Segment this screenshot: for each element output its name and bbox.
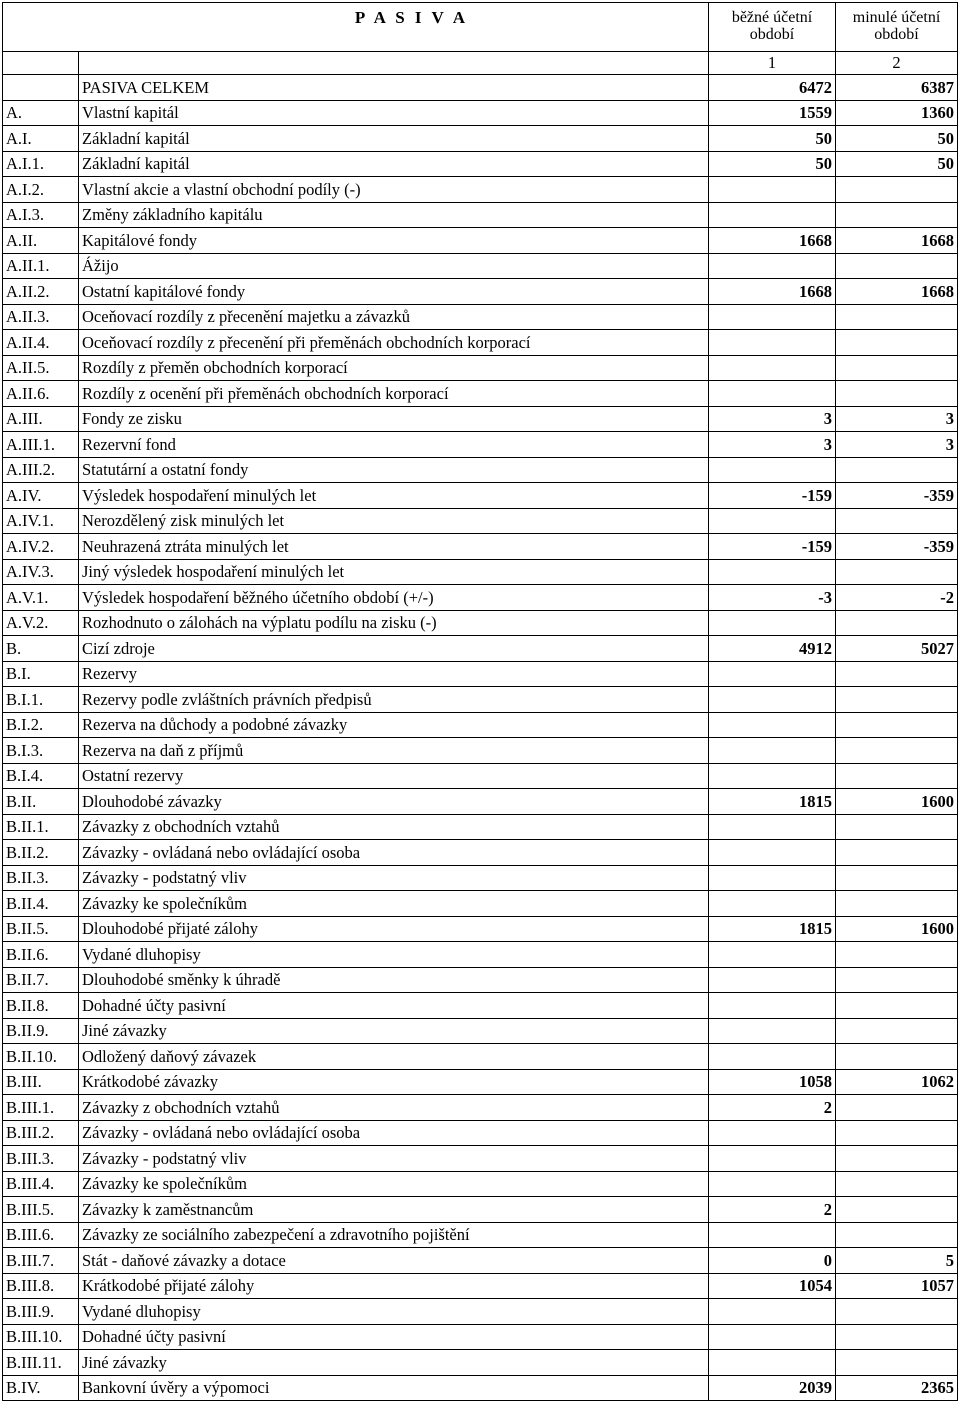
row-name: Jiné závazky <box>79 1350 709 1376</box>
row-code: B.III.8. <box>3 1273 79 1299</box>
table-row <box>3 534 958 560</box>
table-row <box>3 891 958 917</box>
row-previous-value <box>836 304 958 330</box>
row-previous-value: 1062 <box>836 1069 958 1095</box>
row-code: A.I.2. <box>3 177 79 203</box>
row-current-value: -159 <box>709 534 836 560</box>
row-code: A.II.6. <box>3 381 79 407</box>
row-previous-value: 1668 <box>836 279 958 305</box>
table-row <box>3 738 958 764</box>
row-previous-value <box>836 1095 958 1121</box>
row-current-value <box>709 1120 836 1146</box>
row-name: Změny základního kapitálu <box>79 202 709 228</box>
row-name: Výsledek hospodaření běžného účetního období (+/-) <box>79 585 709 611</box>
row-name: Bankovní úvěry a výpomoci <box>79 1375 709 1401</box>
table-row <box>3 814 958 840</box>
table-row <box>3 1044 958 1070</box>
row-current-value: 1668 <box>709 228 836 254</box>
row-current-value <box>709 381 836 407</box>
row-current-value <box>709 1171 836 1197</box>
table-row <box>3 1069 958 1095</box>
row-code: A.II. <box>3 228 79 254</box>
row-current-value <box>709 559 836 585</box>
table-row <box>3 559 958 585</box>
row-current-value <box>709 942 836 968</box>
row-code: A.II.1. <box>3 253 79 279</box>
table-row <box>3 967 958 993</box>
row-current-value: 1815 <box>709 789 836 815</box>
table-row <box>3 355 958 381</box>
row-name: Základní kapitál <box>79 151 709 177</box>
row-previous-value <box>836 967 958 993</box>
row-previous-value <box>836 814 958 840</box>
row-name: Cizí zdroje <box>79 636 709 662</box>
row-name: Závazky k zaměstnancům <box>79 1197 709 1223</box>
row-name: Odložený daňový závazek <box>79 1044 709 1070</box>
table-row <box>3 330 958 356</box>
row-current-value <box>709 355 836 381</box>
row-name: PASIVA CELKEM <box>79 75 709 101</box>
row-current-value: -159 <box>709 483 836 509</box>
row-name: Krátkodobé závazky <box>79 1069 709 1095</box>
row-current-value: 0 <box>709 1248 836 1274</box>
row-previous-value: -2 <box>836 585 958 611</box>
row-previous-value <box>836 891 958 917</box>
row-previous-value <box>836 840 958 866</box>
row-current-value: 6472 <box>709 75 836 101</box>
row-code: B.II.10. <box>3 1044 79 1070</box>
empty-cell <box>79 52 709 75</box>
row-name: Vlastní kapitál <box>79 100 709 126</box>
row-previous-value <box>836 355 958 381</box>
row-code: A.IV.1. <box>3 508 79 534</box>
row-code: A.II.2. <box>3 279 79 305</box>
column-number-previous: 2 <box>836 52 958 75</box>
row-name: Závazky - podstatný vliv <box>79 865 709 891</box>
row-current-value <box>709 1044 836 1070</box>
row-code: B.II.2. <box>3 840 79 866</box>
row-current-value <box>709 1146 836 1172</box>
table-row <box>3 1222 958 1248</box>
row-code: B.III.5. <box>3 1197 79 1223</box>
row-previous-value <box>836 253 958 279</box>
table-title: P A S I V A <box>3 3 709 52</box>
table-header-row <box>3 3 958 52</box>
row-name: Rezervní fond <box>79 432 709 458</box>
row-current-value: 50 <box>709 151 836 177</box>
table-row <box>3 712 958 738</box>
row-name: Závazky ke společníkům <box>79 891 709 917</box>
row-previous-value: 1360 <box>836 100 958 126</box>
row-current-value <box>709 330 836 356</box>
table-row <box>3 1095 958 1121</box>
row-name: Ostatní rezervy <box>79 763 709 789</box>
row-code: B.III.9. <box>3 1299 79 1325</box>
row-code: A.II.3. <box>3 304 79 330</box>
row-current-value <box>709 967 836 993</box>
row-current-value: 3 <box>709 406 836 432</box>
row-current-value: 1058 <box>709 1069 836 1095</box>
row-name: Závazky - podstatný vliv <box>79 1146 709 1172</box>
row-code: B.III.4. <box>3 1171 79 1197</box>
row-name: Nerozdělený zisk minulých let <box>79 508 709 534</box>
row-code: A.IV.3. <box>3 559 79 585</box>
row-current-value <box>709 610 836 636</box>
row-name: Závazky z obchodních vztahů <box>79 1095 709 1121</box>
row-code: B.I.2. <box>3 712 79 738</box>
table-row <box>3 432 958 458</box>
row-previous-value <box>836 865 958 891</box>
table-row <box>3 1171 958 1197</box>
row-code: A.III.2. <box>3 457 79 483</box>
row-code: A.V.1. <box>3 585 79 611</box>
row-code: A.II.4. <box>3 330 79 356</box>
table-row <box>3 126 958 152</box>
row-name: Rezervy <box>79 661 709 687</box>
table-row <box>3 1375 958 1401</box>
row-code: A.I.3. <box>3 202 79 228</box>
row-previous-value <box>836 738 958 764</box>
row-code: B.I.3. <box>3 738 79 764</box>
row-previous-value <box>836 1044 958 1070</box>
row-current-value <box>709 763 836 789</box>
row-previous-value <box>836 1350 958 1376</box>
table-row <box>3 75 958 101</box>
column-number-row <box>3 52 958 75</box>
row-name: Fondy ze zisku <box>79 406 709 432</box>
liabilities-table <box>2 2 958 1401</box>
row-current-value <box>709 840 836 866</box>
row-previous-value <box>836 508 958 534</box>
row-name: Stát - daňové závazky a dotace <box>79 1248 709 1274</box>
row-name: Závazky ke společníkům <box>79 1171 709 1197</box>
table-row <box>3 457 958 483</box>
table-row <box>3 202 958 228</box>
row-current-value: -3 <box>709 585 836 611</box>
row-code: B.III.7. <box>3 1248 79 1274</box>
row-code: B.III.6. <box>3 1222 79 1248</box>
row-code: B.III.1. <box>3 1095 79 1121</box>
row-previous-value <box>836 559 958 585</box>
row-code: B.II.6. <box>3 942 79 968</box>
row-code: B.III.10. <box>3 1324 79 1350</box>
table-row <box>3 1273 958 1299</box>
row-current-value <box>709 253 836 279</box>
table-row <box>3 483 958 509</box>
table-row <box>3 687 958 713</box>
row-name: Rozdíly z přeměn obchodních korporací <box>79 355 709 381</box>
row-name: Ážijo <box>79 253 709 279</box>
row-code: B.II. <box>3 789 79 815</box>
row-previous-value: 50 <box>836 126 958 152</box>
table-row <box>3 1248 958 1274</box>
row-code: A.I. <box>3 126 79 152</box>
row-code: A. <box>3 100 79 126</box>
table-row <box>3 763 958 789</box>
row-name: Statutární a ostatní fondy <box>79 457 709 483</box>
table-row <box>3 942 958 968</box>
row-current-value <box>709 993 836 1019</box>
table-row <box>3 253 958 279</box>
row-current-value <box>709 865 836 891</box>
row-name: Dlouhodobé závazky <box>79 789 709 815</box>
table-row <box>3 636 958 662</box>
row-previous-value: 1600 <box>836 789 958 815</box>
row-current-value <box>709 304 836 330</box>
row-code: B.II.4. <box>3 891 79 917</box>
table-row <box>3 228 958 254</box>
row-name: Závazky z obchodních vztahů <box>79 814 709 840</box>
row-code: A.III. <box>3 406 79 432</box>
table-row <box>3 1350 958 1376</box>
row-previous-value <box>836 1146 958 1172</box>
row-name: Rezervy podle zvláštních právních předpisů <box>79 687 709 713</box>
row-name: Vydané dluhopisy <box>79 942 709 968</box>
row-name: Vydané dluhopisy <box>79 1299 709 1325</box>
row-name: Rezerva na důchody a podobné závazky <box>79 712 709 738</box>
row-code: B.III.11. <box>3 1350 79 1376</box>
row-previous-value: 5027 <box>836 636 958 662</box>
row-current-value: 1559 <box>709 100 836 126</box>
row-name: Dohadné účty pasivní <box>79 1324 709 1350</box>
table-row <box>3 1299 958 1325</box>
row-current-value <box>709 1299 836 1325</box>
column-header-current-period: běžné účetní období <box>709 3 836 52</box>
table-row <box>3 1146 958 1172</box>
row-previous-value <box>836 1171 958 1197</box>
row-previous-value <box>836 1299 958 1325</box>
row-code: B.III.2. <box>3 1120 79 1146</box>
row-code <box>3 75 79 101</box>
row-current-value <box>709 687 836 713</box>
table-row <box>3 916 958 942</box>
row-current-value <box>709 814 836 840</box>
row-previous-value <box>836 712 958 738</box>
row-code: A.V.2. <box>3 610 79 636</box>
row-previous-value: 5 <box>836 1248 958 1274</box>
row-code: B.II.1. <box>3 814 79 840</box>
row-code: B.I.1. <box>3 687 79 713</box>
row-current-value <box>709 738 836 764</box>
row-code: A.III.1. <box>3 432 79 458</box>
row-name: Rozdíly z ocenění při přeměnách obchodních korporací <box>79 381 709 407</box>
row-previous-value <box>836 993 958 1019</box>
row-previous-value <box>836 330 958 356</box>
row-current-value: 2039 <box>709 1375 836 1401</box>
row-current-value <box>709 1350 836 1376</box>
row-name: Jiné závazky <box>79 1018 709 1044</box>
row-name: Dlouhodobé směnky k úhradě <box>79 967 709 993</box>
row-code: B.II.7. <box>3 967 79 993</box>
row-previous-value <box>836 1324 958 1350</box>
row-previous-value <box>836 381 958 407</box>
row-previous-value: -359 <box>836 534 958 560</box>
table-row <box>3 1324 958 1350</box>
row-code: B.I.4. <box>3 763 79 789</box>
row-current-value <box>709 712 836 738</box>
row-name: Dlouhodobé přijaté zálohy <box>79 916 709 942</box>
row-name: Dohadné účty pasivní <box>79 993 709 1019</box>
row-current-value: 1815 <box>709 916 836 942</box>
row-previous-value: 1668 <box>836 228 958 254</box>
row-current-value: 3 <box>709 432 836 458</box>
row-name: Jiný výsledek hospodaření minulých let <box>79 559 709 585</box>
row-name: Základní kapitál <box>79 126 709 152</box>
table-row <box>3 151 958 177</box>
row-code: B. <box>3 636 79 662</box>
table-row <box>3 177 958 203</box>
row-code: B.II.5. <box>3 916 79 942</box>
row-code: B.III.3. <box>3 1146 79 1172</box>
row-name: Výsledek hospodaření minulých let <box>79 483 709 509</box>
row-current-value: 50 <box>709 126 836 152</box>
table-row <box>3 508 958 534</box>
table-row <box>3 1018 958 1044</box>
row-name: Oceňovací rozdíly z přecenění při přeměnách obchodních korporací <box>79 330 709 356</box>
row-code: B.I. <box>3 661 79 687</box>
row-code: A.I.1. <box>3 151 79 177</box>
column-header-previous-period: minulé účetní období <box>836 3 958 52</box>
table-row <box>3 789 958 815</box>
table-row <box>3 100 958 126</box>
row-previous-value: 3 <box>836 406 958 432</box>
row-previous-value <box>836 1197 958 1223</box>
row-previous-value <box>836 661 958 687</box>
row-current-value: 2 <box>709 1095 836 1121</box>
row-code: B.II.9. <box>3 1018 79 1044</box>
row-current-value <box>709 202 836 228</box>
row-name: Krátkodobé přijaté zálohy <box>79 1273 709 1299</box>
row-name: Závazky - ovládaná nebo ovládající osoba <box>79 840 709 866</box>
row-current-value: 2 <box>709 1197 836 1223</box>
row-previous-value <box>836 942 958 968</box>
row-previous-value: 1600 <box>836 916 958 942</box>
row-previous-value <box>836 763 958 789</box>
row-name: Oceňovací rozdíly z přecenění majetku a závazků <box>79 304 709 330</box>
row-previous-value: -359 <box>836 483 958 509</box>
row-current-value <box>709 1222 836 1248</box>
row-current-value <box>709 508 836 534</box>
row-name: Neuhrazená ztráta minulých let <box>79 534 709 560</box>
row-code: B.IV. <box>3 1375 79 1401</box>
table-row <box>3 406 958 432</box>
row-previous-value: 3 <box>836 432 958 458</box>
row-current-value: 4912 <box>709 636 836 662</box>
column-number-current: 1 <box>709 52 836 75</box>
row-name: Rezerva na daň z příjmů <box>79 738 709 764</box>
table-row <box>3 279 958 305</box>
row-previous-value: 6387 <box>836 75 958 101</box>
row-current-value <box>709 1018 836 1044</box>
table-row <box>3 1197 958 1223</box>
table-row <box>3 304 958 330</box>
row-previous-value <box>836 202 958 228</box>
row-code: A.IV. <box>3 483 79 509</box>
row-current-value <box>709 1324 836 1350</box>
row-current-value: 1668 <box>709 279 836 305</box>
table-row <box>3 865 958 891</box>
row-previous-value <box>836 177 958 203</box>
row-previous-value <box>836 687 958 713</box>
table-row <box>3 381 958 407</box>
row-name: Závazky - ovládaná nebo ovládající osoba <box>79 1120 709 1146</box>
row-code: A.IV.2. <box>3 534 79 560</box>
table-row <box>3 1120 958 1146</box>
table-row <box>3 993 958 1019</box>
table-row <box>3 585 958 611</box>
row-current-value <box>709 177 836 203</box>
row-previous-value <box>836 1018 958 1044</box>
row-name: Kapitálové fondy <box>79 228 709 254</box>
row-current-value <box>709 891 836 917</box>
row-previous-value: 1057 <box>836 1273 958 1299</box>
row-name: Rozhodnuto o zálohách na výplatu podílu na zisku (-) <box>79 610 709 636</box>
row-name: Závazky ze sociálního zabezpečení a zdravotního pojištění <box>79 1222 709 1248</box>
row-name: Ostatní kapitálové fondy <box>79 279 709 305</box>
row-previous-value <box>836 1120 958 1146</box>
row-previous-value <box>836 610 958 636</box>
row-code: B.II.3. <box>3 865 79 891</box>
table-row <box>3 840 958 866</box>
row-previous-value <box>836 457 958 483</box>
row-name: Vlastní akcie a vlastní obchodní podíly (-) <box>79 177 709 203</box>
table-row <box>3 610 958 636</box>
row-current-value <box>709 661 836 687</box>
row-current-value <box>709 457 836 483</box>
row-previous-value: 2365 <box>836 1375 958 1401</box>
empty-cell <box>3 52 79 75</box>
row-code: B.II.8. <box>3 993 79 1019</box>
row-current-value: 1054 <box>709 1273 836 1299</box>
table-row <box>3 661 958 687</box>
row-code: A.II.5. <box>3 355 79 381</box>
row-previous-value <box>836 1222 958 1248</box>
row-code: B.III. <box>3 1069 79 1095</box>
row-previous-value: 50 <box>836 151 958 177</box>
